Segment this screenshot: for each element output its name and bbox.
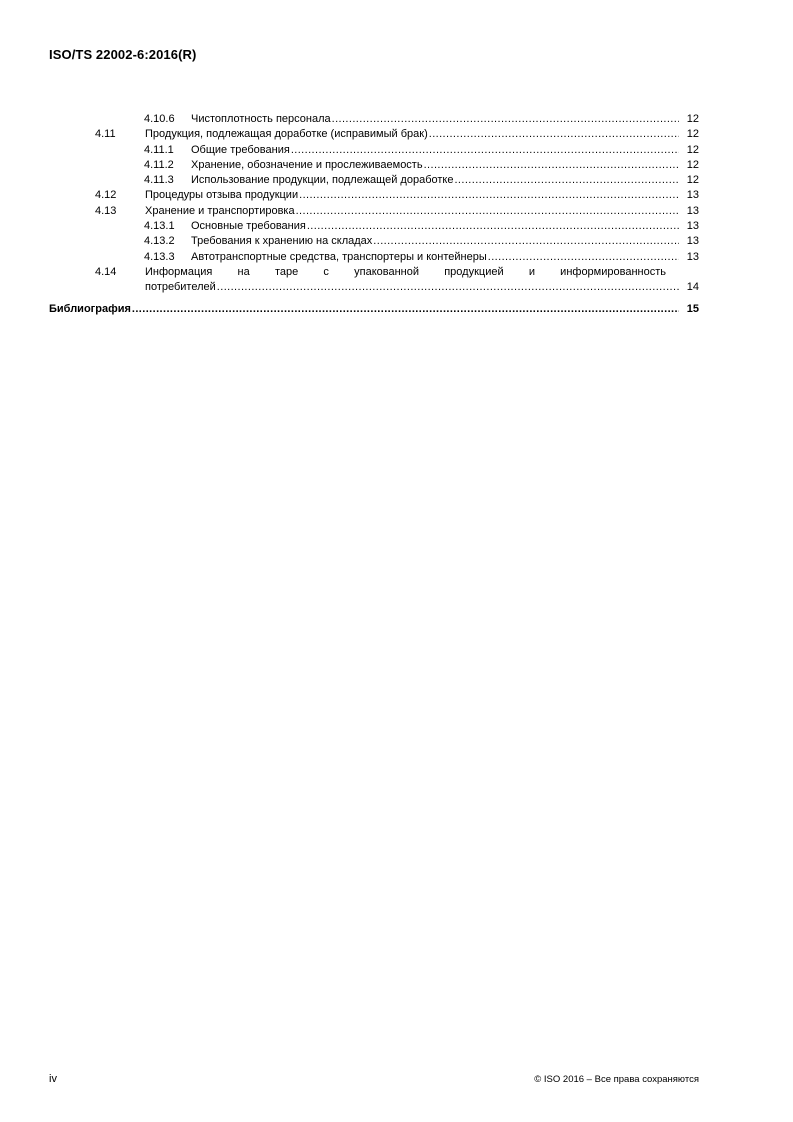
toc-entry-number: 4.13.2 xyxy=(144,235,175,248)
toc-entry-number: 4.14 xyxy=(95,265,117,278)
toc-entry-page: 12 xyxy=(686,128,699,141)
toc-entry-title: Автотранспортные средства, транспортеры и контейнеры xyxy=(191,250,487,263)
toc-leader-dots xyxy=(454,173,679,188)
toc-leader-dots xyxy=(373,234,679,249)
toc-entry[interactable] xyxy=(49,219,699,234)
toc-entry[interactable] xyxy=(49,234,699,249)
toc-leader-dots xyxy=(488,250,679,265)
document-id-header: ISO/TS 22002-6:2016(R) xyxy=(49,47,197,62)
toc-leader-dots xyxy=(332,112,679,127)
toc-entry-page: 12 xyxy=(686,174,699,187)
page-number: iv xyxy=(49,1073,57,1085)
toc-entry-page: 13 xyxy=(686,204,699,217)
toc-entry-title-line-1: Информация на таре с упакованной продукцией и информированность xyxy=(145,265,666,278)
toc-leader-dots xyxy=(217,280,679,295)
toc-entry-page: 13 xyxy=(686,189,699,202)
toc-entry-title: Требования к хранению на складах xyxy=(191,235,373,248)
toc-entry[interactable] xyxy=(49,265,699,296)
toc-entry-number: 4.11.2 xyxy=(144,158,174,171)
toc-entry-page: 12 xyxy=(686,158,699,171)
toc-entry[interactable] xyxy=(49,143,699,158)
toc-entry-page: 13 xyxy=(686,235,699,248)
toc-entry-title: Основные требования xyxy=(191,220,306,233)
toc-entry-number: 4.13 xyxy=(95,204,117,217)
toc-entry-page: 13 xyxy=(686,250,699,263)
toc-leader-dots xyxy=(307,219,679,234)
toc-entry-number: 4.10.6 xyxy=(144,113,175,125)
toc-entry-page: 13 xyxy=(686,220,699,233)
toc-entry[interactable] xyxy=(49,158,699,173)
toc-entry-number: 4.11 xyxy=(95,128,116,141)
toc-entry-page: 15 xyxy=(686,302,699,315)
toc-entry-number: 4.11.3 xyxy=(144,174,174,187)
toc-entry-number: 4.13.3 xyxy=(144,250,175,263)
toc-leader-dots xyxy=(291,143,679,158)
toc-entry-page: 12 xyxy=(686,143,699,156)
toc-entry-page: 14 xyxy=(686,281,699,294)
toc-entry-title: Общие требования xyxy=(191,143,290,156)
toc-entry-title: Чистоплотность персонала xyxy=(191,113,331,125)
toc-leader-dots xyxy=(296,204,679,219)
toc-entry[interactable] xyxy=(49,250,699,265)
toc-entry-title: Хранение, обозначение и прослеживаемость xyxy=(191,158,423,171)
toc-entry-title: Продукция, подлежащая доработке (исправимый брак) xyxy=(145,128,428,141)
toc-entry-number: 4.12 xyxy=(95,189,117,202)
toc-leader-dots xyxy=(132,302,679,317)
toc-leader-dots xyxy=(299,188,679,203)
toc-entry-title: Процедуры отзыва продукции xyxy=(145,189,299,202)
toc-entry-title: Хранение и транспортировка xyxy=(145,204,295,217)
toc-leader-dots xyxy=(424,158,679,173)
toc-entry-title: Использование продукции, подлежащей доработке xyxy=(191,174,454,187)
toc-entry[interactable] xyxy=(49,127,699,142)
toc-entry-title: Библиография xyxy=(49,302,131,315)
toc-entry[interactable] xyxy=(49,173,699,188)
toc-entry[interactable] xyxy=(49,204,699,219)
toc-entry[interactable] xyxy=(49,112,699,127)
toc-entry[interactable] xyxy=(49,188,699,203)
table-of-contents xyxy=(49,112,699,317)
toc-entry-title-line-2: потребителей xyxy=(145,281,216,294)
toc-entry-number: 4.13.1 xyxy=(144,220,175,233)
toc-entry-page: 12 xyxy=(686,113,699,125)
toc-entry-bibliography[interactable] xyxy=(49,302,699,317)
toc-leader-dots xyxy=(429,127,679,142)
toc-entry-number: 4.11.1 xyxy=(144,143,174,156)
copyright-notice: © ISO 2016 – Все права сохраняются xyxy=(534,1074,699,1085)
